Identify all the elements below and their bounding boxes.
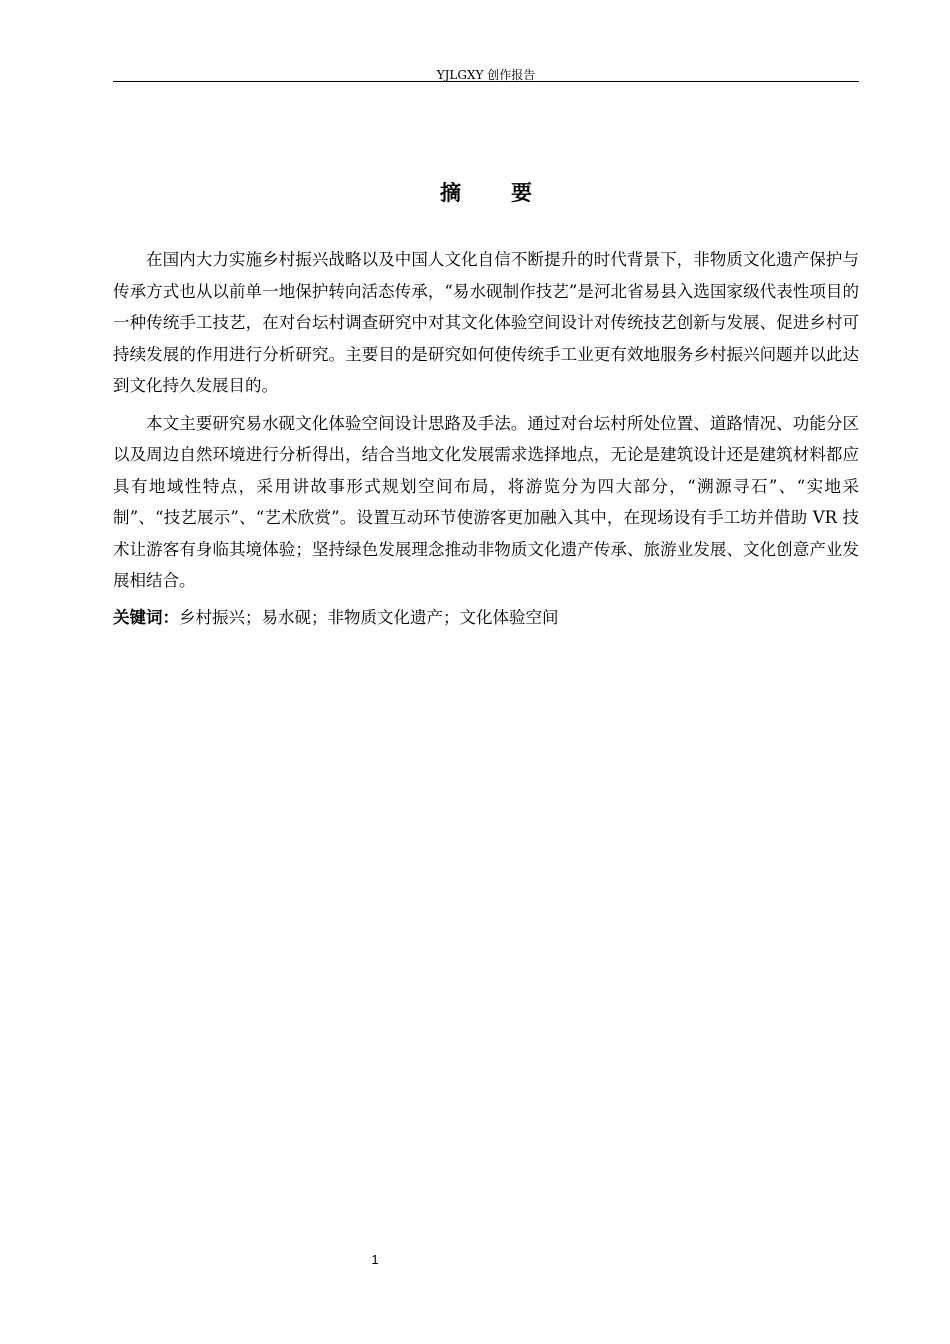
keywords-line [113,603,859,633]
page-header [113,64,859,82]
abstract-title: 摘要 [440,181,582,205]
abstract-paragraph-2: 本文主要研究易水砚文化体验空间设计思路及手法。通过对台坛村所处位置、道路情况、功能分区以及周边自然环境进行分析得出，结合当地文化发展需求选择地点，无论是建筑设计还是建筑材料都应具有地域性特点，采用讲故事形式规划空间布局，将游览分为四大部分，“溯源寻石”、“实地采制”、“技艺展示”、“艺术欣赏”。设置互动环节使游客更加融入其中，在现场设有手工坊并借助 VR 技术让游客有身临其境体验；坚持绿色发展理念推动非物质文化遗产传承、旅游业发展、文化创意产业发展相结合。 [113,413,859,590]
abstract-paragraph-1: 在国内大力实施乡村振兴战略以及中国人文化自信不断提升的时代背景下，非物质文化遗产保护与传承方式也从以前单一地保护转向活态传承，“易水砚制作技艺”是河北省易县入选国家级代表性项目的一种传统手工技艺，在对台坛村调查研究中对其文化体验空间设计对传统技艺创新与发展、促进乡村可持续发展的作用进行分析研究。主要目的是研究如何使传统手工业更有效地服务乡村振兴问题并以此达到文化持久发展目的。 [113,250,859,395]
keywords-label: 关键词： [113,607,179,627]
page-number: 1 [371,1252,379,1267]
keywords-text: 乡村振兴；易水砚；非物质文化遗产；文化体验空间 [179,607,559,627]
header-text: YJLGXY 创作报告 [436,68,536,82]
abstract-body [113,244,859,633]
